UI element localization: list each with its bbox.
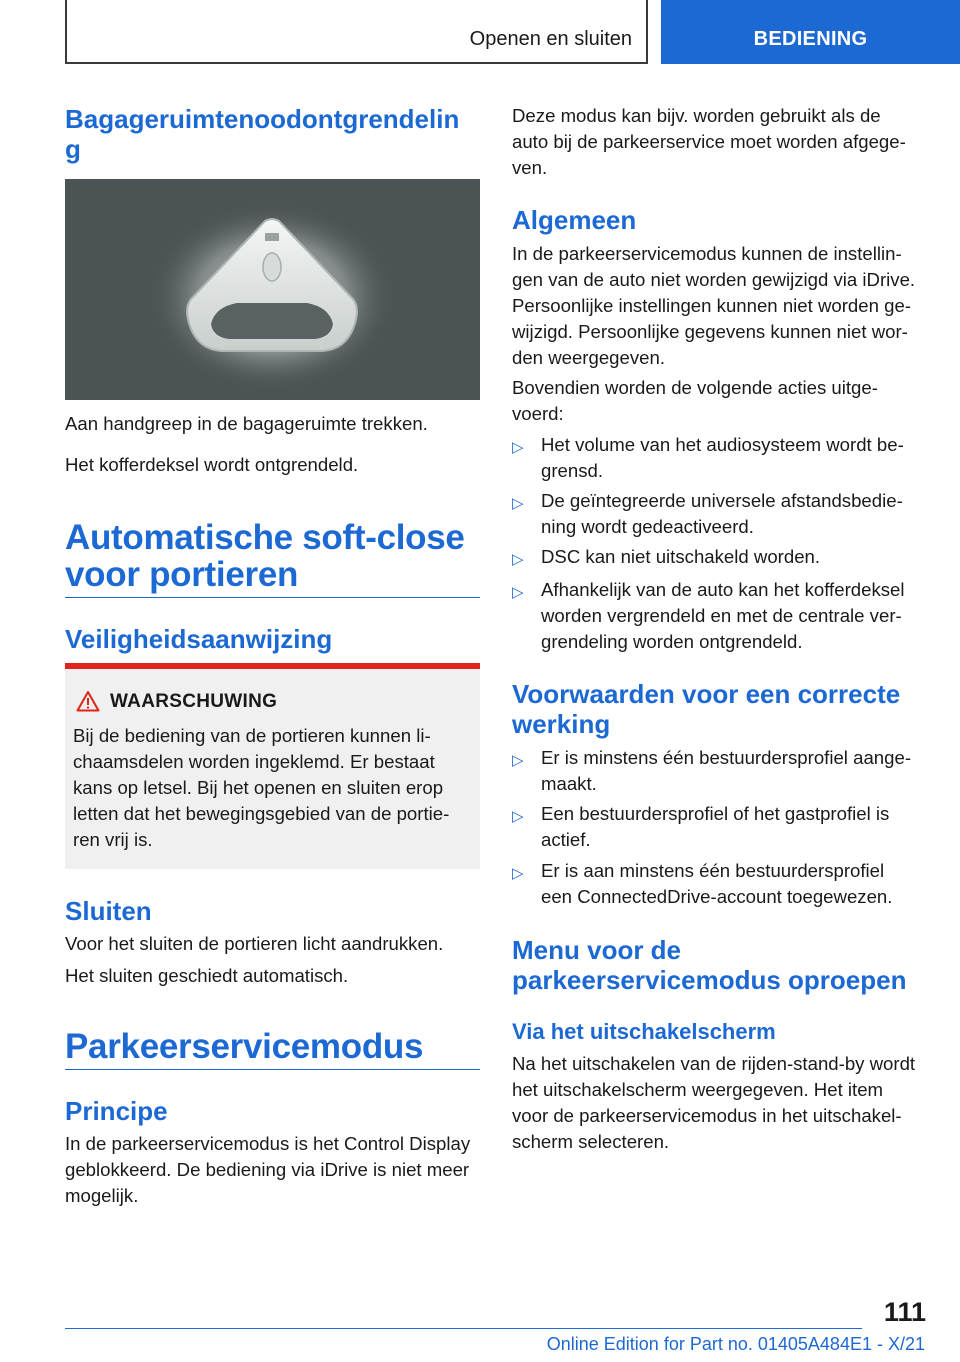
heading-line: Automatische soft-close <box>65 518 465 557</box>
page-header <box>0 0 960 66</box>
chapter-tab <box>661 0 960 64</box>
heading-soft-close <box>65 519 480 593</box>
heading-line: parkeerservicemodus oproepen <box>512 965 907 995</box>
warning-line: Bij de bediening van de portieren kunnen li- <box>73 725 431 746</box>
page-number: 111 <box>883 1297 926 1327</box>
trunk-handle-illustration <box>65 179 480 400</box>
close-paragraph-2: Het sluiten geschiedt automatisch. <box>65 965 349 986</box>
heading-principle: Principe <box>65 1096 168 1126</box>
text-line: grensd. <box>541 460 604 481</box>
list-item <box>512 432 927 484</box>
text-line: wijzigd. Persoonlijke gegevens kunnen niet wor- <box>512 321 908 342</box>
list-item <box>512 745 927 797</box>
text-line: scherm selecteren. <box>512 1131 670 1152</box>
heading-via-shutdown-screen: Via het uitschakelscherm <box>512 1019 776 1044</box>
heading-conditions <box>512 679 927 739</box>
text-line: Na het uitschakelen van de rijden-stand-by wordt <box>512 1053 916 1074</box>
list-item <box>512 577 927 655</box>
trunk-paragraph-1: Aan handgreep in de bagageruimte trekken. <box>65 413 428 434</box>
principle-paragraph <box>65 1131 480 1209</box>
heading-line: g <box>65 134 81 164</box>
heading-line: voor portieren <box>65 555 299 594</box>
list-item <box>512 544 927 570</box>
bullet-triangle-icon: ▷ <box>512 584 524 601</box>
text-line: voerd: <box>512 403 564 424</box>
list-item <box>512 858 927 910</box>
bullet-triangle-icon: ▷ <box>512 752 524 769</box>
text-line: een ConnectedDrive-account toegewezen. <box>541 886 893 907</box>
heading-close: Sluiten <box>65 896 152 926</box>
heading-safety-notice: Veiligheidsaanwijzing <box>65 624 333 654</box>
bullet-triangle-icon: ▷ <box>512 439 524 456</box>
text-line: het uitschakelscherm weergegeven. Het item <box>512 1079 884 1100</box>
heading-general: Algemeen <box>512 205 637 235</box>
trunk-paragraph-2: Het kofferdeksel wordt ontgrendeld. <box>65 454 359 475</box>
text-line: Deze modus kan bijv. worden gebruikt als de <box>512 105 881 126</box>
text-line: grendeling worden ontgrendeld. <box>541 631 803 652</box>
bullet-triangle-icon: ▷ <box>512 551 524 568</box>
section-tab <box>65 0 648 64</box>
warning-line: ren vrij is. <box>73 829 153 850</box>
list-item <box>512 488 927 540</box>
bullet-triangle-icon: ▷ <box>512 495 524 512</box>
heading-trunk-release <box>65 104 480 164</box>
list-item <box>512 801 927 853</box>
text-line: den weergegeven. <box>512 347 665 368</box>
text-line: Er is aan minstens één bestuurdersprofiel <box>541 860 885 881</box>
text-line: Persoonlijke instellingen kunnen niet worden ge- <box>512 295 911 316</box>
heading-line: werking <box>512 709 611 739</box>
bullet-triangle-icon: ▷ <box>512 865 524 882</box>
text-line: ning wordt gedeactiveerd. <box>541 516 754 537</box>
warning-line: letten dat het bewegingsgebied van de portie- <box>73 803 450 824</box>
text-line: De geïntegreerde universele afstandsbedie- <box>541 490 903 511</box>
general-paragraph <box>512 241 927 371</box>
warning-line: chaamsdelen worden ingeklemd. Er bestaat <box>73 751 435 772</box>
section-title: Openen en sluiten <box>469 28 632 50</box>
text-line: Er is minstens één bestuurdersprofiel aange- <box>541 747 912 768</box>
trunk-handle-photo <box>65 179 480 400</box>
text-line: geblokkeerd. De bediening via iDrive is niet meer <box>65 1159 470 1180</box>
heading-line: Voorwaarden voor een correcte <box>512 679 901 709</box>
warning-text <box>73 723 462 853</box>
text-line: auto bij de parkeerservice moet worden afgege- <box>512 131 906 152</box>
warning-triangle-icon <box>76 690 100 712</box>
text-line: ven. <box>512 157 548 178</box>
heading-line: Bagageruimtenoodontgrendelin <box>65 104 460 134</box>
text-line: Afhankelijk van de auto kan het kofferdeksel <box>541 579 905 600</box>
warning-title: WAARSCHUWING <box>110 691 278 712</box>
intro-paragraph <box>512 103 927 181</box>
text-line: Bovendien worden de volgende acties uitge- <box>512 377 878 398</box>
heading-line: Menu voor de <box>512 935 682 965</box>
text-line: In de parkeerservicemodus is het Control Display <box>65 1133 471 1154</box>
chapter-title: BEDIENING <box>753 28 868 50</box>
warning-box <box>65 663 480 869</box>
warning-line: kans op letsel. Bij het openen en sluiten erop <box>73 777 444 798</box>
section-divider <box>65 1069 480 1070</box>
text-line: In de parkeerservicemodus kunnen de instellin- <box>512 243 902 264</box>
text-line: DSC kan niet uitschakeld worden. <box>541 546 821 567</box>
heading-parking-service-mode: Parkeerservicemodus <box>65 1027 424 1066</box>
via-paragraph <box>512 1051 927 1155</box>
text-line: Een bestuurdersprofiel of het gastprofiel is <box>541 803 890 824</box>
section-divider <box>65 597 480 598</box>
heading-menu-parking-mode <box>512 935 927 995</box>
actions-intro-paragraph <box>512 375 927 427</box>
text-line: Het volume van het audiosysteem wordt be- <box>541 434 904 455</box>
text-line: actief. <box>541 829 591 850</box>
footer-divider <box>65 1328 862 1329</box>
text-line: maakt. <box>541 773 597 794</box>
text-line: worden vergrendeld en met de centrale ver- <box>541 605 902 626</box>
text-line: gen van de auto niet worden gewijzigd via iDrive. <box>512 269 916 290</box>
edition-link[interactable]: Online Edition for Part no. 01405A484E1 - X/21 <box>546 1334 925 1354</box>
close-paragraph-1: Voor het sluiten de portieren licht aandrukken. <box>65 933 444 954</box>
text-line: voor de parkeerservicemodus in het uitschakel- <box>512 1105 902 1126</box>
bullet-triangle-icon: ▷ <box>512 808 524 825</box>
text-line: mogelijk. <box>65 1185 139 1206</box>
